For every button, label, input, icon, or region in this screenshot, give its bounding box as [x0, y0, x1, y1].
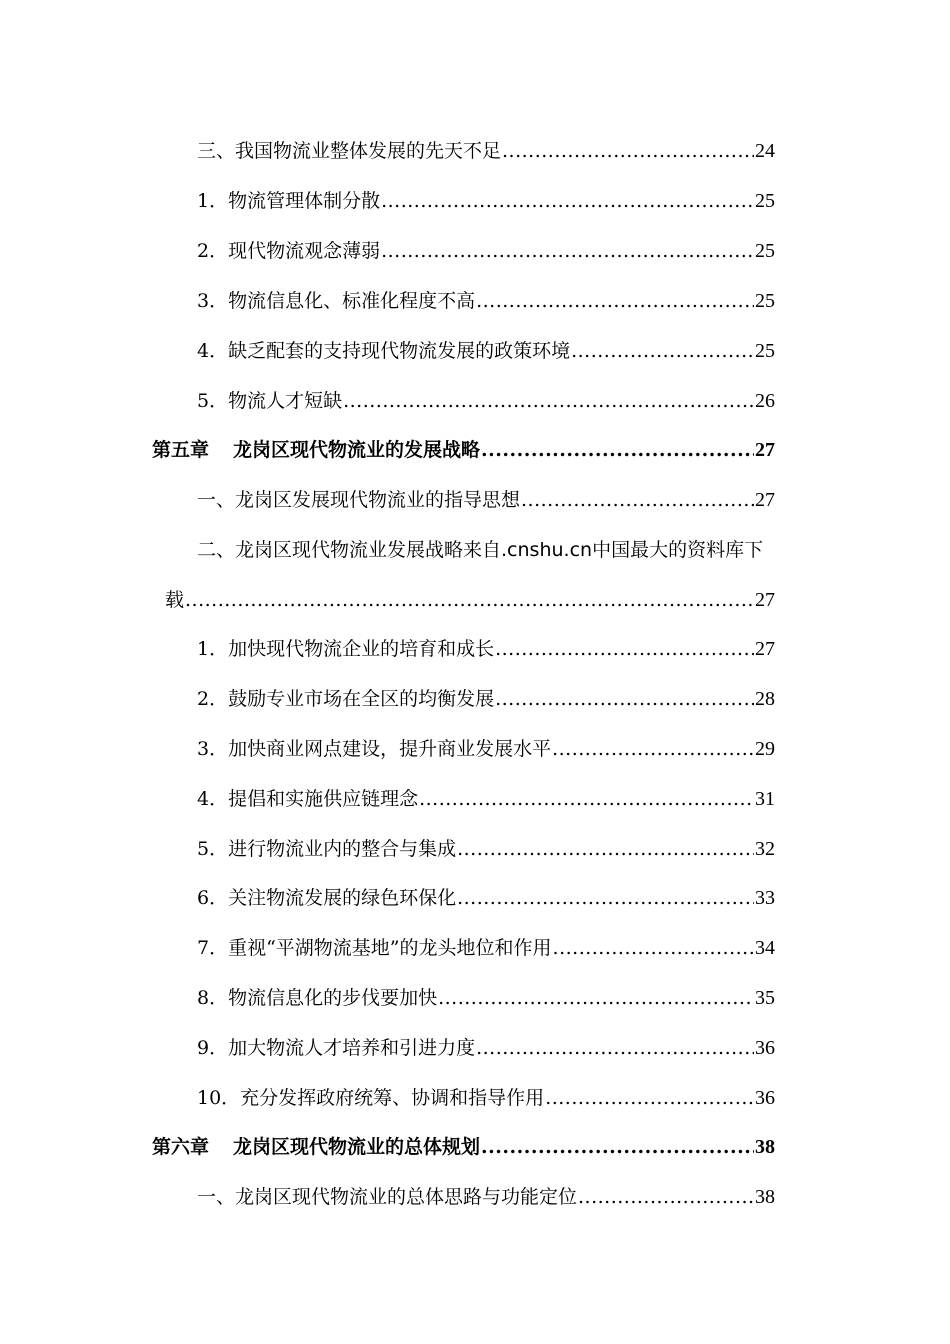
toc-entry-title: 9．加大物流人才培养和引进力度 [197, 1037, 476, 1059]
toc-page-number: 31 [755, 788, 775, 810]
toc-page-number: 27 [755, 589, 775, 611]
toc-entry[interactable] [197, 637, 775, 661]
toc-entry-title: 2．鼓励专业市场在全区的均衡发展 [197, 688, 495, 710]
toc-entry[interactable] [197, 289, 775, 313]
toc-leader-dots [552, 737, 754, 761]
toc-entry[interactable] [197, 1185, 775, 1209]
toc-page-number: 27 [755, 439, 775, 461]
toc-leader-dots [545, 1086, 754, 1110]
toc-entry[interactable] [197, 787, 775, 811]
toc-leader-dots [457, 886, 754, 910]
toc-page-number: 38 [755, 1136, 775, 1158]
toc-page-number: 34 [755, 937, 775, 959]
toc-chapter-number: 第五章 [152, 439, 210, 461]
toc-entry-title: 2．现代物流观念薄弱 [197, 240, 381, 262]
toc-entry-title: 5．进行物流业内的整合与集成 [197, 838, 457, 860]
toc-entry[interactable] [197, 737, 775, 761]
toc-entry[interactable] [197, 189, 775, 213]
toc-entry-title: 4．提倡和实施供应链理念 [197, 788, 419, 810]
toc-chapter-name: 龙岗区现代物流业的发展战略 [233, 439, 481, 461]
toc-page-number: 27 [755, 638, 775, 660]
toc-leader-dots [457, 837, 754, 861]
toc-page-number: 24 [755, 140, 775, 162]
toc-leader-dots [381, 189, 754, 213]
toc-page-number: 27 [755, 489, 775, 511]
toc-entry-title-continued: 载 [165, 589, 185, 611]
toc-leader-dots [481, 438, 754, 462]
toc-leader-dots [495, 637, 754, 661]
toc-leader-dots [343, 389, 754, 413]
toc-page-number: 33 [755, 887, 775, 909]
toc-entry-title-part: 二、龙岗区现代物流业发展战略来自 [197, 539, 502, 561]
toc-page-number: 28 [755, 688, 775, 710]
toc-leader-dots [571, 339, 754, 363]
toc-entry-title: 10．充分发挥政府统筹、协调和指导作用 [197, 1087, 545, 1109]
toc-page-number: 36 [755, 1087, 775, 1109]
toc-leader-dots [476, 1036, 754, 1060]
toc-entry-title: 6．关注物流发展的绿色环保化 [197, 887, 457, 909]
toc-entry-title: 3．加快商业网点建设，提升商业发展水平 [197, 738, 552, 760]
toc-page-number: 25 [755, 340, 775, 362]
toc-entry-title: 4．缺乏配套的支持现代物流发展的政策环境 [197, 340, 571, 362]
toc-entry-title: 3．物流信息化、标准化程度不高 [197, 290, 476, 312]
toc-chapter-name: 龙岗区现代物流业的总体规划 [233, 1136, 481, 1158]
toc-entry[interactable] [197, 239, 775, 263]
toc-leader-dots [502, 139, 754, 163]
toc-leader-dots [578, 1185, 754, 1209]
toc-entry-title: 一、龙岗区现代物流业的总体思路与功能定位 [197, 1186, 578, 1208]
toc-entry[interactable] [197, 139, 775, 163]
toc-entry-title-url: .cnshu.cn [501, 539, 593, 561]
toc-leader-dots [381, 239, 754, 263]
toc-leader-dots [476, 289, 754, 313]
toc-entry[interactable] [197, 986, 775, 1010]
toc-page-number: 29 [755, 738, 775, 760]
toc-entry[interactable] [197, 389, 775, 413]
toc-chapter-number: 第六章 [152, 1136, 210, 1158]
toc-entry-wrapped-second-line[interactable] [165, 588, 775, 612]
toc-leader-dots [419, 787, 754, 811]
toc-page-number: 36 [755, 1037, 775, 1059]
toc-entry-title: 1．物流管理体制分散 [197, 190, 381, 212]
toc-leader-dots [495, 687, 754, 711]
toc-leader-dots [185, 588, 754, 612]
toc-entry-title: 7．重视“平湖物流基地”的龙头地位和作用 [197, 937, 552, 959]
toc-entry[interactable] [197, 1086, 775, 1110]
toc-entry-title: 5．物流人才短缺 [197, 390, 343, 412]
toc-entry-title: 8．物流信息化的步伐要加快 [197, 987, 438, 1009]
toc-page-number: 32 [755, 838, 775, 860]
toc-entry[interactable] [197, 837, 775, 861]
toc-entry[interactable] [197, 886, 775, 910]
toc-page-number: 35 [755, 987, 775, 1009]
toc-page-number: 25 [755, 190, 775, 212]
toc-entry-title: 一、龙岗区发展现代物流业的指导思想 [197, 489, 521, 511]
toc-leader-dots [553, 936, 754, 960]
toc-page-number: 26 [755, 390, 775, 412]
toc-chapter-title [152, 1135, 480, 1159]
toc-entry-title [197, 538, 763, 562]
toc-entry-title: 三、我国物流业整体发展的先天不足 [197, 140, 502, 162]
toc-leader-dots [481, 1135, 754, 1159]
toc-leader-dots [521, 488, 754, 512]
toc-entry-title: 1．加快现代物流企业的培育和成长 [197, 638, 495, 660]
toc-page-number: 25 [755, 240, 775, 262]
toc-entry-title-part: 中国最大的资料库下 [592, 539, 764, 561]
toc-chapter-entry[interactable] [152, 1135, 775, 1159]
toc-page-number: 38 [755, 1186, 775, 1208]
toc-chapter-entry[interactable] [152, 438, 775, 462]
toc-leader-dots [438, 986, 754, 1010]
toc-entry[interactable] [197, 339, 775, 363]
toc-entry[interactable] [197, 1036, 775, 1060]
toc-entry[interactable] [197, 687, 775, 711]
toc-entry-wrapped-first-line[interactable] [197, 538, 862, 562]
toc-chapter-title [152, 438, 480, 462]
toc-entry[interactable] [197, 488, 775, 512]
toc-page-number: 25 [755, 290, 775, 312]
toc-entry[interactable] [197, 936, 775, 960]
